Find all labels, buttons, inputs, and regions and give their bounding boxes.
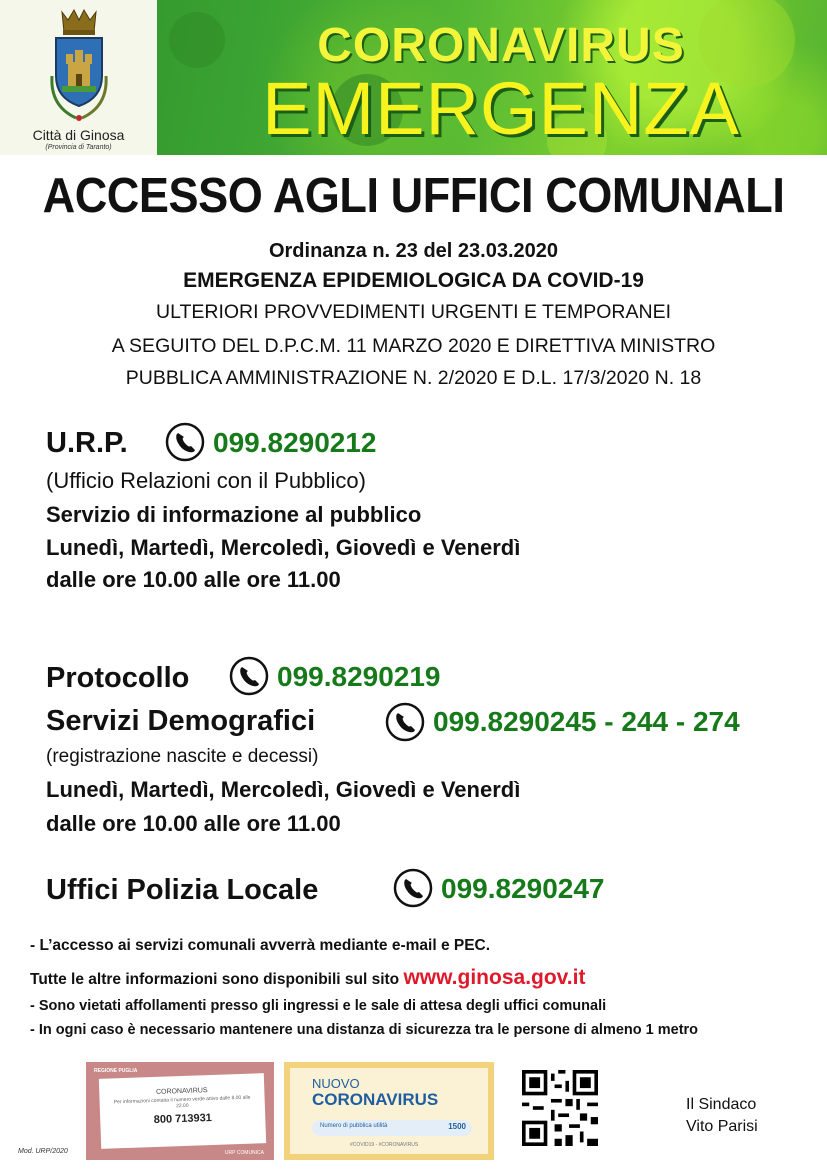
signature bbox=[686, 1094, 758, 1138]
regione-card-inner bbox=[99, 1073, 266, 1149]
ministero-card-line2: CORONAVIRUS bbox=[312, 1090, 439, 1109]
regione-card bbox=[86, 1062, 274, 1160]
regione-card-number: 800 713931 bbox=[153, 1111, 213, 1127]
note-email-pec: - L’accesso ai servizi comunali avverrà mediante e-mail e PEC. bbox=[30, 937, 491, 954]
ministero-card bbox=[284, 1062, 494, 1160]
qr-code-icon[interactable] bbox=[522, 1070, 598, 1146]
polizia-title: Uffici Polizia Locale bbox=[46, 874, 319, 906]
urp-subtitle: (Ufficio Relazioni con il Pubblico) bbox=[46, 468, 366, 493]
main-heading: ACCESSO AGLI UFFICI COMUNALI bbox=[42, 169, 785, 223]
phone-icon bbox=[165, 422, 205, 462]
website-link[interactable]: www.ginosa.gov.it bbox=[403, 966, 586, 989]
demografici-phone[interactable]: 099.8290245 - 244 - 274 bbox=[433, 706, 740, 737]
note-no-crowding: - Sono vietati affollamenti presso gli ingressi e le sale di attesa degli uffici comunali bbox=[30, 998, 607, 1014]
ministero-card-tags: #COVID19 - #CORONAVIRUS bbox=[350, 1142, 419, 1148]
city-crest-icon bbox=[48, 6, 110, 126]
demografici-days: Lunedì, Martedì, Mercoledì, Giovedì e Venerdì bbox=[46, 777, 521, 802]
ministero-card-line1: NUOVO bbox=[312, 1076, 360, 1091]
ministero-card-inner bbox=[290, 1068, 488, 1154]
note-website-text: Tutte le altre informazioni sono disponibili sul sito bbox=[30, 971, 404, 988]
urp-days: Lunedì, Martedì, Mercoledì, Giovedì e Venerdì bbox=[46, 535, 521, 560]
province-name: (Provincia di Taranto) bbox=[45, 144, 112, 151]
ministero-card-text: Numero di pubblica utilità bbox=[320, 1123, 388, 1129]
protocollo-phone[interactable]: 099.8290219 bbox=[277, 661, 441, 692]
title-coronavirus: CORONAVIRUS bbox=[317, 19, 685, 72]
city-name: Città di Ginosa bbox=[32, 127, 125, 143]
title-emergenza: EMERGENZA bbox=[262, 67, 740, 150]
phone-icon bbox=[393, 868, 433, 908]
demografici-hours: dalle ore 10.00 alle ore 11.00 bbox=[46, 811, 341, 836]
ordinance-subject: EMERGENZA EPIDEMIOLOGICA DA COVID-19 bbox=[183, 269, 644, 292]
regione-card-tag: URP COMUNICA bbox=[224, 1150, 264, 1156]
form-code: Mod. URP/2020 bbox=[18, 1148, 68, 1155]
ordinance-line4: A SEGUITO DEL D.P.C.M. 11 MARZO 2020 E DIRETTIVA MINISTRO bbox=[111, 335, 716, 357]
ordinance-line3: ULTERIORI PROVVEDIMENTI URGENTI E TEMPORANEI bbox=[155, 301, 671, 323]
urp-service: Servizio di informazione al pubblico bbox=[46, 502, 422, 527]
protocollo-title: Protocollo bbox=[46, 662, 190, 694]
demografici-subtitle: (registrazione nascite e decessi) bbox=[46, 746, 319, 767]
polizia-phone[interactable]: 099.8290247 bbox=[441, 873, 605, 904]
ministero-card-number: 1500 bbox=[448, 1122, 466, 1131]
note-website bbox=[30, 966, 585, 990]
ordinance-line5: PUBBLICA AMMINISTRAZIONE N. 2/2020 E D.L. 17/3/2020 N. 18 bbox=[125, 367, 702, 389]
header-banner bbox=[0, 0, 827, 155]
urp-hours: dalle ore 10.00 alle ore 11.00 bbox=[46, 567, 341, 592]
urp-phone[interactable]: 099.8290212 bbox=[213, 427, 377, 458]
regione-brand: REGIONE PUGLIA bbox=[94, 1068, 138, 1074]
ordinance-number: Ordinanza n. 23 del 23.03.2020 bbox=[268, 240, 559, 262]
signature-name: Vito Parisi bbox=[686, 1118, 758, 1135]
regione-card-text: Per informazioni contatta il numero verde attivo dalle 8.00 alle 22.00 bbox=[113, 1094, 251, 1110]
ministero-card-pill bbox=[312, 1120, 472, 1136]
demografici-title: Servizi Demografici bbox=[46, 705, 316, 737]
note-distance: - In ogni caso è necessario mantenere una distanza di sicurezza tra le persone di almeno 1 metro bbox=[30, 1022, 699, 1038]
crest-panel bbox=[0, 0, 157, 155]
signature-role: Il Sindaco bbox=[686, 1096, 757, 1113]
phone-icon bbox=[385, 702, 425, 742]
urp-title: U.R.P. bbox=[46, 427, 128, 459]
phone-icon bbox=[229, 656, 269, 696]
regione-card-title: CORONAVIRUS bbox=[155, 1087, 208, 1096]
